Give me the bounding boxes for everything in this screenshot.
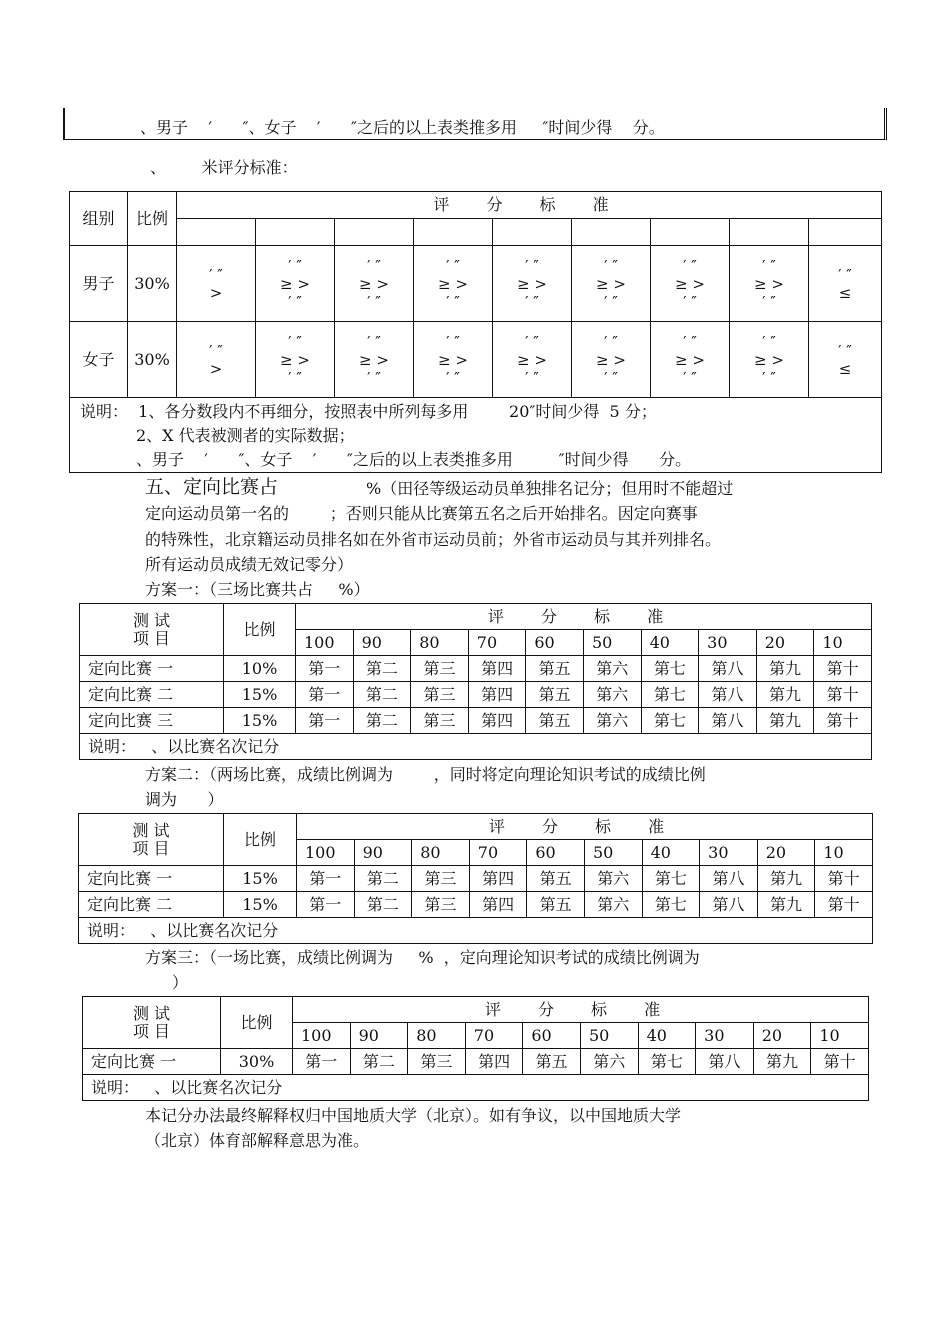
table-cell: 第七 bbox=[642, 866, 700, 892]
group-cell: 女子 bbox=[70, 322, 128, 398]
table-cell: 60 bbox=[526, 630, 584, 656]
section5-line-1: %（田径等级运动员单独排名记分；但用时不能超过 bbox=[366, 479, 734, 498]
table-cell: 15% bbox=[224, 866, 297, 892]
table-cell: ′ ″ bbox=[288, 292, 302, 311]
table-cell: 60 bbox=[523, 1023, 581, 1049]
note-line-3: 、男子 ′ ″、女子 ′ ″之后的以上表类推多用 ″时间少得 分。 bbox=[80, 450, 692, 469]
table-cell: 15% bbox=[224, 708, 296, 734]
section5-line-2: 定向运动员第一名的 ；否则只能从比赛第五名之后开始排名。因定向赛事 bbox=[145, 504, 698, 523]
table-cell: ′ ″ bbox=[604, 292, 618, 311]
table-cell: 第三 bbox=[412, 892, 470, 918]
plan3-note: 说明： 、以比赛名次记分 bbox=[83, 1075, 869, 1101]
table-cell: 100 bbox=[297, 840, 355, 866]
table-cell: ≥ > bbox=[754, 274, 784, 293]
table-cell: 第一 bbox=[296, 656, 354, 682]
table-cell: ≥ > bbox=[359, 350, 389, 369]
table-cell: ′ ″ bbox=[683, 256, 697, 275]
table-cell: 100 bbox=[293, 1023, 351, 1049]
table-cell: 第四 bbox=[468, 656, 526, 682]
header-ratio: 比例 bbox=[224, 604, 296, 656]
table-cell: 第三 bbox=[412, 866, 470, 892]
plan1-table bbox=[79, 603, 872, 760]
table-cell: ′ ″ bbox=[604, 332, 618, 351]
table-cell: 第八 bbox=[699, 708, 757, 734]
section5-heading: 五、定向比赛占 bbox=[145, 476, 279, 498]
header-ratio: 比例 bbox=[128, 192, 177, 246]
header-item-line1: 测 试 bbox=[132, 610, 171, 630]
table-cell: 30 bbox=[699, 630, 757, 656]
table-cell: 第二 bbox=[354, 866, 412, 892]
header-item-line2: 项 目 bbox=[132, 628, 171, 648]
table-cell: 第八 bbox=[700, 892, 758, 918]
table-cell: ≥ > bbox=[754, 350, 784, 369]
table-cell: ′ ″ bbox=[288, 332, 302, 351]
table-cell: ′ ″ bbox=[683, 292, 697, 311]
table-cell: 90 bbox=[354, 840, 412, 866]
plan2-title-line2: 调为 ） bbox=[145, 790, 224, 809]
table-cell: 第三 bbox=[411, 682, 469, 708]
table-cell: ′ ″ bbox=[367, 292, 381, 311]
table-cell: 70 bbox=[469, 840, 527, 866]
table-cell: 30% bbox=[221, 1049, 293, 1075]
plan2-note: 说明： 、以比赛名次记分 bbox=[79, 918, 873, 944]
table-cell: 第五 bbox=[527, 866, 585, 892]
table-cell: ′ ″ bbox=[367, 256, 381, 275]
table-cell: ′ ″ bbox=[525, 368, 539, 387]
table-cell: 第二 bbox=[350, 1049, 408, 1075]
table-row bbox=[79, 892, 873, 918]
table-cell: 定向比赛 三 bbox=[80, 708, 224, 734]
table-cell: 第十 bbox=[811, 1049, 869, 1075]
table-cell: 第八 bbox=[699, 656, 757, 682]
table-cell: 40 bbox=[641, 630, 699, 656]
plan3-table bbox=[82, 996, 869, 1101]
table-cell: 第九 bbox=[757, 866, 815, 892]
table-row bbox=[80, 682, 872, 708]
table-cell: ′ ″ bbox=[604, 368, 618, 387]
table-cell: ′ ″ bbox=[446, 292, 460, 311]
table-cell: 40 bbox=[642, 840, 700, 866]
table-cell: ′ ″ bbox=[367, 368, 381, 387]
table-cell: ≥ > bbox=[517, 274, 547, 293]
table-cell: 第二 bbox=[353, 682, 411, 708]
table-cell: 第六 bbox=[584, 866, 642, 892]
table-cell: 比例 bbox=[221, 997, 293, 1049]
table-cell: 第五 bbox=[526, 708, 584, 734]
table-cell: 20 bbox=[756, 630, 814, 656]
table-row-male bbox=[70, 246, 882, 322]
closing-line-2: （北京）体育部解释意思为准。 bbox=[145, 1131, 370, 1150]
table-cell: 第六 bbox=[580, 1049, 638, 1075]
table-cell: ′ ″ bbox=[683, 332, 697, 351]
table-cell: 定向比赛 二 bbox=[79, 892, 224, 918]
table-cell: ′ ″ bbox=[838, 341, 852, 360]
table-cell: 评 分 标 准 bbox=[293, 997, 869, 1023]
table-cell: 第一 bbox=[296, 682, 354, 708]
table-cell: ≥ > bbox=[517, 350, 547, 369]
table-cell: 80 bbox=[411, 630, 469, 656]
header-standard: 评 分 标 准 bbox=[177, 192, 882, 219]
table-cell: 第三 bbox=[408, 1049, 466, 1075]
table-cell: 第二 bbox=[353, 656, 411, 682]
run-scoring-table bbox=[69, 191, 882, 473]
section5-line-3: 的特殊性，北京籍运动员排名如在外省市运动员前；外省市运动员与其并列排名。 bbox=[145, 530, 722, 549]
table-cell: 第九 bbox=[756, 682, 814, 708]
table-cell: ≥ > bbox=[359, 274, 389, 293]
table-cell: ′ ″ bbox=[525, 292, 539, 311]
table-cell: 80 bbox=[412, 840, 470, 866]
table-cell: 第九 bbox=[753, 1049, 811, 1075]
table-row bbox=[80, 708, 872, 734]
table-cell: 第九 bbox=[756, 656, 814, 682]
closing-line-1: 本记分办法最终解释权归中国地质大学（北京）。如有争议，以中国地质大学 bbox=[145, 1106, 682, 1125]
table-cell: 定向比赛 二 bbox=[80, 682, 224, 708]
table-cell: 第十 bbox=[814, 682, 872, 708]
table-cell: 20 bbox=[753, 1023, 811, 1049]
table-cell: 第六 bbox=[584, 892, 642, 918]
table-cell: ′ ″ bbox=[838, 265, 852, 284]
table-cell: 第三 bbox=[411, 708, 469, 734]
table-cell: 比例 bbox=[224, 814, 297, 866]
plan2-table bbox=[78, 813, 873, 944]
table-cell: 90 bbox=[353, 630, 411, 656]
plan1-title: 方案一：（三场比赛共占 %） bbox=[145, 580, 370, 599]
run-standard-heading: 、 米评分标准： bbox=[150, 158, 298, 177]
table-cell: 第二 bbox=[354, 892, 412, 918]
table-cell: 第四 bbox=[468, 682, 526, 708]
table-cell: 第七 bbox=[641, 708, 699, 734]
header-standard: 评 分 标 准 bbox=[296, 604, 872, 630]
table-cell: 定向比赛 一 bbox=[83, 1049, 221, 1075]
table-cell: ′ ″ bbox=[683, 368, 697, 387]
run-score-header-row bbox=[70, 219, 882, 246]
table-cell: 第五 bbox=[526, 656, 584, 682]
table-cell: 第十 bbox=[815, 866, 873, 892]
table-cell: 第三 bbox=[411, 656, 469, 682]
table-cell: ≥ > bbox=[675, 274, 705, 293]
plan3-title-line1: 方案三：（一场比赛，成绩比例调为 % ，定向理论知识考试的成绩比例调为 bbox=[145, 948, 700, 967]
table-cell: ′ ″ bbox=[446, 368, 460, 387]
table-cell: 90 bbox=[350, 1023, 408, 1049]
table-cell: 20 bbox=[757, 840, 815, 866]
table-cell: > bbox=[209, 283, 223, 302]
table-cell: ′ ″ bbox=[367, 332, 381, 351]
table-cell: 40 bbox=[638, 1023, 696, 1049]
table-cell: 第五 bbox=[526, 682, 584, 708]
table-cell: 50 bbox=[583, 630, 641, 656]
table-cell: ′ ″ bbox=[446, 256, 460, 275]
table-cell: ′ ″ bbox=[762, 332, 776, 351]
table-cell: ′ ″ bbox=[762, 292, 776, 311]
table-cell: 第七 bbox=[641, 682, 699, 708]
plan1-note: 说明： 、以比赛名次记分 bbox=[80, 734, 872, 760]
table-cell: 第一 bbox=[297, 866, 355, 892]
table-cell: 10% bbox=[224, 656, 296, 682]
table-cell: 50 bbox=[580, 1023, 638, 1049]
section5-line-4: 所有运动员成绩无效记零分） bbox=[145, 555, 354, 574]
top-line-text: 、男子 ′ ″、女子 ′ ″之后的以上表类推多用 ″时间少得 分。 bbox=[140, 118, 665, 137]
table-cell: ′ ″ bbox=[209, 265, 223, 284]
plan2-title-line1: 方案二：（两场比赛，成绩比例调为 ，同时将定向理论知识考试的成绩比例 bbox=[145, 765, 706, 784]
table-cell: 项 目 bbox=[132, 1021, 171, 1041]
table-cell: ≤ bbox=[838, 283, 852, 302]
table-cell: ′ ″ bbox=[288, 256, 302, 275]
table-cell: ′ ″ bbox=[604, 256, 618, 275]
table-cell: 第七 bbox=[642, 892, 700, 918]
table-row bbox=[79, 866, 873, 892]
table-cell: ′ ″ bbox=[446, 332, 460, 351]
table-cell: 10 bbox=[815, 840, 873, 866]
table-cell: ≥ > bbox=[675, 350, 705, 369]
table-cell: 第八 bbox=[696, 1049, 754, 1075]
table-cell: 10 bbox=[811, 1023, 869, 1049]
table-cell: 第一 bbox=[296, 708, 354, 734]
table-cell: 第二 bbox=[353, 708, 411, 734]
plan3-title-line2: ） bbox=[172, 973, 189, 992]
table-cell: 第四 bbox=[468, 708, 526, 734]
table-cell: 第七 bbox=[641, 656, 699, 682]
table-cell: 第一 bbox=[293, 1049, 351, 1075]
header-group: 组别 bbox=[70, 192, 128, 246]
table-cell: ′ ″ bbox=[525, 332, 539, 351]
ratio-cell: 30% bbox=[128, 246, 177, 322]
table-cell: > bbox=[209, 359, 223, 378]
table-cell: 第一 bbox=[297, 892, 355, 918]
table-cell: ≥ > bbox=[596, 274, 626, 293]
note-line-1: 说明： 1、各分数段内不再细分，按照表中所列每多用 20″时间少得 5 分； bbox=[80, 402, 657, 421]
table-cell: ′ ″ bbox=[525, 256, 539, 275]
table-cell: 第七 bbox=[638, 1049, 696, 1075]
table-cell: 第九 bbox=[756, 708, 814, 734]
table-cell: 50 bbox=[584, 840, 642, 866]
run-notes-row bbox=[70, 398, 882, 473]
table-cell: 70 bbox=[468, 630, 526, 656]
table-cell: ≥ > bbox=[280, 350, 310, 369]
table-cell: 100 bbox=[296, 630, 354, 656]
table-cell: 定向比赛 一 bbox=[80, 656, 224, 682]
table-cell: 第五 bbox=[523, 1049, 581, 1075]
table-cell: 第九 bbox=[757, 892, 815, 918]
table-cell: 项 目 bbox=[132, 838, 170, 858]
table-cell: 第六 bbox=[583, 682, 641, 708]
table-cell: ≥ > bbox=[438, 350, 468, 369]
table-cell: 10 bbox=[814, 630, 872, 656]
table-cell: 第八 bbox=[699, 682, 757, 708]
ratio-cell: 30% bbox=[128, 322, 177, 398]
table-cell: 第四 bbox=[465, 1049, 523, 1075]
table-cell: 30 bbox=[696, 1023, 754, 1049]
table-cell: 第六 bbox=[583, 656, 641, 682]
table-cell: 第四 bbox=[469, 892, 527, 918]
table-cell: ′ ″ bbox=[288, 368, 302, 387]
table-cell: 测 试 bbox=[132, 1003, 171, 1023]
table-cell: 60 bbox=[527, 840, 585, 866]
table-cell: ≥ > bbox=[596, 350, 626, 369]
table-cell: ′ ″ bbox=[209, 341, 223, 360]
table-cell: ′ ″ bbox=[762, 368, 776, 387]
table-cell: ≥ > bbox=[280, 274, 310, 293]
table-cell: ′ ″ bbox=[762, 256, 776, 275]
table-cell: 80 bbox=[408, 1023, 466, 1049]
table-cell: 第十 bbox=[814, 656, 872, 682]
note-line-2: 2、X 代表被测者的实际数据； bbox=[80, 426, 355, 445]
table-cell: ≤ bbox=[838, 359, 852, 378]
table-cell: 第十 bbox=[815, 892, 873, 918]
table-row bbox=[80, 656, 872, 682]
table-cell: 评 分 标 准 bbox=[297, 814, 873, 840]
table-cell: 30 bbox=[700, 840, 758, 866]
table-cell: 第八 bbox=[700, 866, 758, 892]
table-cell: 第十 bbox=[814, 708, 872, 734]
table-cell: ≥ > bbox=[438, 274, 468, 293]
table-cell: 70 bbox=[465, 1023, 523, 1049]
table-cell: 第六 bbox=[583, 708, 641, 734]
table-cell: 第五 bbox=[527, 892, 585, 918]
table-cell: 15% bbox=[224, 892, 297, 918]
table-row bbox=[83, 1049, 869, 1075]
table-cell: 测 试 bbox=[132, 820, 170, 840]
table-row-female bbox=[70, 322, 882, 398]
table-cell: 定向比赛 一 bbox=[79, 866, 224, 892]
table-cell: 15% bbox=[224, 682, 296, 708]
table-cell: 第四 bbox=[469, 866, 527, 892]
group-cell: 男子 bbox=[70, 246, 128, 322]
